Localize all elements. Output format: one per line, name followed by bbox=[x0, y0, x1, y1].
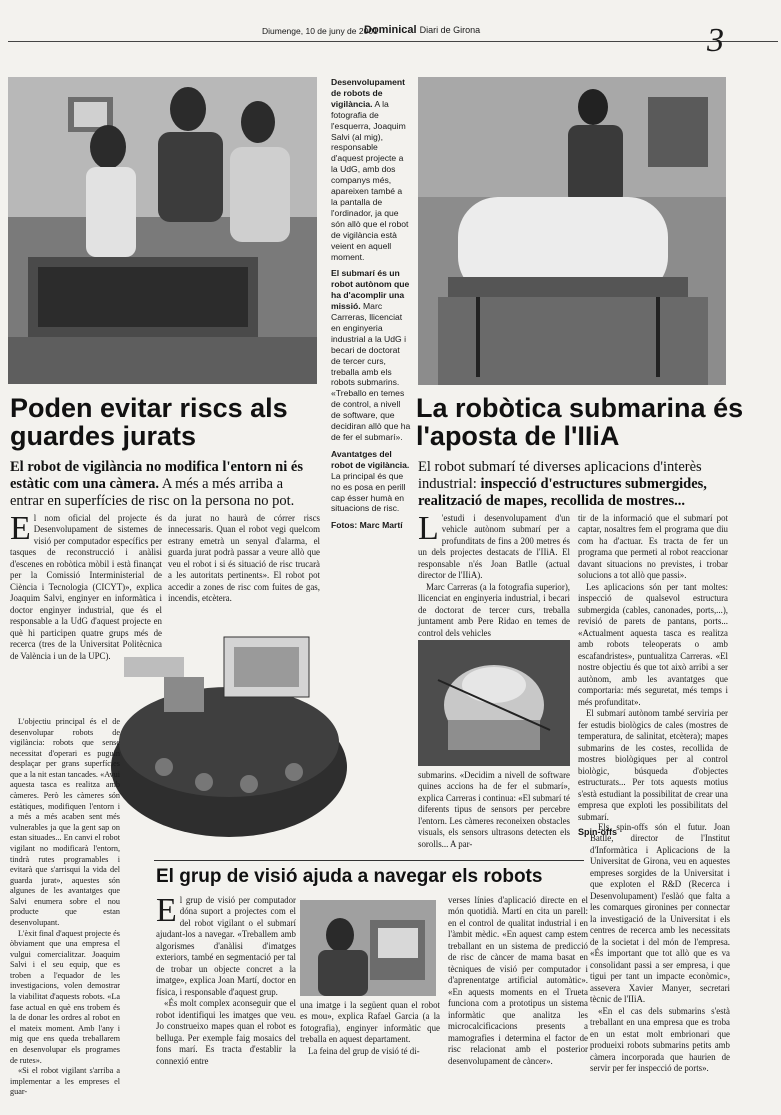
caption-text: Marc Carreras, llicenciat en enginyeria industrial a la UdG i becari de doctorat de tercer curs, treballa amb els robots submarins. «Treballo en temes de control, a nivell de software, que decidiran allò que ha de fer el submarí». bbox=[331, 301, 411, 442]
story1-column-1b: L'objectiu principal és el de desenvolupar robots de vigilància: robots que sense necessitat d'operari es puguin desplaçar per grans superfícies que a la nit estan tancades. «Avui aquesta tasca es realitza amb càmeres. Però les càmeres són estàtiques, modifiquen l'entorn i a més a més acaben sent més vulnerables ja que la gent sap on estan situades... En canvi el robot vigilant no modificarà l'entorn, tindrà rutes programables i evitarà que s'arrisqui la vida del guarda jurat», aquestes són algunes de les avantatges que Salvi enumera sobre el nou producte que estan desenvolupant. L'èxit final d'aquest projecte és òbviament que una empresa el vulgui comercialitzar. Joaquim Salvi i el seu equip, que es troben a l'equador de les investigacions, volen demostrar la viabilitat d'aquests robots. «La fase actual en què ens trobem és la de donar les ordres al robot en el mateix moment. Amb l'any i mig que ens queda treballarem en desenvolupar els programes de rutes». «Si el robot vigilant s'arriba a implementar a les empreses el guar- bbox=[10, 717, 120, 1097]
story3-column-3: verses línies d'aplicació directe en el món quotidià. Martí en cita un parell: en el control de qualitat industrial i en l'àmbit mèdic. «En aquest camp estem treballant en un sistema de predicció de risc de càncer de mama basat en tècniques de visió per computador i d'aprenentatge artificial automàtic». «En aquests moments en el Trueta funciona com a prototipus un sistema informàtic que analitza les microcalcificacions presents a mamografies i determina el factor de risc relacionat amb el posterior desenvolupament de càncer». bbox=[448, 895, 588, 1066]
dropcap: L bbox=[418, 510, 439, 547]
caption-column bbox=[331, 77, 411, 537]
story2-column-1: L 'estudi i desenvolupament d'un vehicle autònom submarí per a profunditats de fins a 200 metres és un dels projectes destacats de l'IIiA. El responsable n'és Joan Batlle (actual director de l'IIiA). Marc Carreras (a la fotografia superior), llicenciat en enginyeria industrial, i becari de doctorat de tercer curs, treballa juntament amb Pere Ridao en temes de control dels vehicles bbox=[418, 510, 570, 638]
page-number: 3 bbox=[707, 22, 724, 59]
story2-column-1b: submarins. «Decidim a nivell de software quines accions ha de fer el submarí», explica Carreras i continua: «El submarí té diferents tipus de sensors per percebre l'entorn. Les càmeres reconeixen obstacles visuals, els sensors ultrasons detecten els sorolls... A par- bbox=[418, 770, 570, 849]
story3-column-2: una imatge i la següent quan el robot es mou», explica Rafael Garcia (a la fotografia), enginyer informàtic que treballa en aquest departament. La feina del grup de visió té di- bbox=[300, 1000, 440, 1056]
submarine-detail-photo bbox=[418, 640, 570, 766]
story2-column-2: tir de la informació que el submarí pot captar, nosaltres fem el programa que diu com ha d'actuar. Es tracta de fer un programa que permeti al robot reaccionar davant situacions no previstes, i trobar solucions a tot allò que passi». Les aplicacions són per tant moltes: inspecció de qualsevol estructura submergida (cables, canonades, ports,...), revisió de parets de pantans, ports... «Actualment aquesta tasca es realitza amb robots teleoperats o amb escafandristes», puntualitza Carreras. «El nostre objectiu és que tot això arribi a ser autònom, amb les avantatges que comportaria: més seguretat, més temps i més profunditat». El submarí autònom també serviria per fer estudis biològics de cales (mostres de temperatura, de salinitat, etcètera); mapes submarins de les costes, recollida de mostres biològiques per al control biològic, búsqueda d'objectes estructurats... Per tots aquests motius s'està estudiant la possibilitat de crear una empresa que exploti les possibilitats del submarí. Spin-offs bbox=[578, 513, 728, 838]
story2-column-3: Els spin-offs són el futur. Joan Batlle, director de l'Institut d'Informàtica i Aplicacions de la Universitat de Girona, veu en aquestes empreses sorgides de la Universitat i que exploten el R&D (Recerca i Desenvolupament) l'eslàó que falta a les comarques gironines per connectar la investigació de la Universitat i els centres de recerca amb les necessitats de la societat i del món de l'empresa. «És important que tot allò que es va consolidant passi a ser empresa, i que tigui per tant un impacte econòmic», assevera Xavier Manyer, secretari tècnic de l'IIiA. «En el cas dels submarins s'està treballant en una empresa que es troba en un estat molt embrionari que produeixi robots submarins petits amb càmera incorporada que haurien de servir per fer inspecció de ports». bbox=[590, 822, 730, 1074]
story3-rule bbox=[154, 860, 584, 861]
caption-title: Avantatges del robot de vigilància. bbox=[331, 448, 410, 470]
story1-column-2: da jurat no haurà de córrer riscs innecessaris. Quan el robot vegi quelcom estrany emetrà un senyal d'alarma, el guarda jurat podrà passar a veure allò que veu el robot i si és situació de risc trucarà a les autoritats pertinents». El robot pot accedir a zones de risc com fuites de gas, incendis, etcètera. bbox=[168, 513, 320, 604]
story3-column-1: E l grup de visió per computador dóna suport a projectes com el del robot vigilant o el submarí ajudant-los a navegar. «Treballem amb algorismes d'anàlisi d'imatges exteriors, també en segmentació per tal de trobar un objecte concret a la imatge», explica Joan Martí, doctor en física, i responsable d'aquest grup. «És molt complex aconseguir que el robot identifiqui les imatges que veu. Jo construeixo mapes quan el robot es belluga. Per exemple faig mosaics del fons marí. Es tracta d'establir la connexió entre bbox=[156, 892, 296, 1066]
story1-column-1: E l nom oficial del projecte és Desenvolupament de sistemes de visió per computador específics per tasques de reconstrucció i anàlisi d'escenes en robòtica mòbil i està finançat per la Comissió Interministerial de Ciència i Tecnologia (CICYT)», explica Joaquim Salvi, enginyer en informàtica i doctor enginyer industrial, que és el responsable a la UdG d'aquest projecte en què hi participen quatre grups més de recerca (tres de la Universitat Politècnica de València i un de la UPC). bbox=[10, 510, 162, 661]
caption-title: El submarí és un robot autònom que ha d'acomplir una missió. bbox=[331, 268, 410, 312]
story2-deck: El robot submarí té diverses aplicacions d'interès industrial: inspecció d'estructures submergides, realització de mapes, recollida de mostres... bbox=[418, 459, 707, 509]
caption-text: La principal és que no es posa en perill cap ésser humà en situacions de risc. bbox=[331, 470, 406, 514]
submarine-photo bbox=[418, 77, 726, 385]
caption-text: A la fotografia de l'esquerra, Joaquim Salvi (al mig), responsable d'aquest projecte a la UdG, amb dos companys més, apareixen també a la pantalla de l'ordinador, ja que són allò que el robot de vigilància està veient en aquell moment. bbox=[331, 98, 409, 262]
publication-name: Dominical Diari de Girona bbox=[364, 24, 481, 36]
caption-title: Desenvolupament de robots de vigilància. bbox=[331, 77, 406, 109]
researcher-photo bbox=[300, 900, 436, 996]
dropcap: E bbox=[156, 892, 177, 929]
story3-headline: El grup de visió ajuda a navegar els robots bbox=[156, 866, 543, 887]
story2-headline: La robòtica submarina és l'aposta de l'IIiA bbox=[416, 393, 744, 452]
issue-date: Diumenge, 10 de juny de 2001 bbox=[262, 26, 378, 36]
dropcap: E bbox=[10, 510, 31, 547]
photo-credit: Fotos: Marc Martí bbox=[331, 520, 403, 531]
story1-headline: Poden evitar riscs als guardes jurats bbox=[10, 393, 288, 452]
page-header bbox=[8, 24, 778, 42]
story1-deck: El robot de vigilància no modifica l'entorn ni és estàtic com una càmera. A més a més arriba a entrar en superfícies de risc on la persona no pot. bbox=[10, 459, 303, 509]
subhead-spin-offs: Spin-offs bbox=[578, 827, 617, 838]
group-photo bbox=[8, 77, 317, 384]
